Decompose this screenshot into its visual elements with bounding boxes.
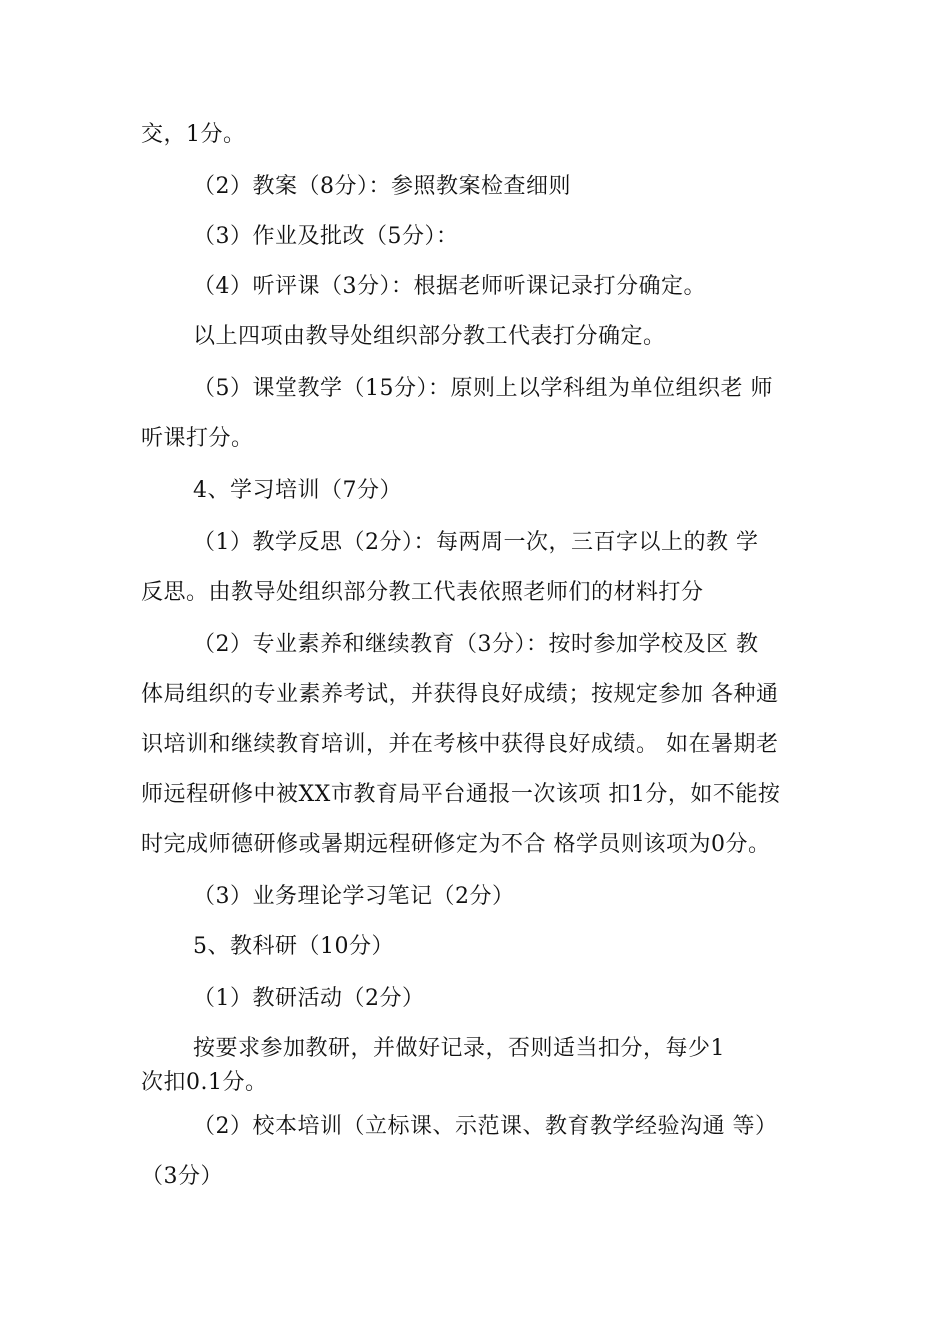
- text-line: （3）作业及批改（5分）：: [193, 224, 459, 249]
- section-heading: 4、学习培训（7分）: [193, 478, 402, 503]
- text-line: （1）教学反思（2分）：每两周一次，三百字以上的教 学: [193, 530, 759, 555]
- text-line: 按要求参加教研，并做好记录，否则适当扣分，每少1: [193, 1036, 725, 1061]
- text-line: （2）校本培训（立标课、示范课、教育教学经验沟通 等）: [193, 1114, 778, 1139]
- text-line: （5）课堂教学（15分）：原则上以学科组为单位组织老 师: [193, 376, 773, 401]
- text-line: （4）听评课（3分）：根据老师听课记录打分确定。: [193, 274, 706, 299]
- text-line: （3）业务理论学习笔记（2分）: [193, 884, 515, 909]
- text-line: 体局组织的专业素养考试，并获得良好成绩；按规定参加 各种通: [141, 682, 779, 707]
- text-line: 时完成师德研修或暑期远程研修定为不合 格学员则该项为0分。: [141, 832, 771, 857]
- text-line: （2）专业素养和继续教育（3分）：按时参加学校及区 教: [193, 632, 759, 657]
- text-line: 交，1分。: [141, 122, 246, 147]
- text-line: 以上四项由教导处组织部分教工代表打分确定。: [193, 324, 666, 349]
- text-line: 听课打分。: [141, 426, 254, 451]
- text-line: 识培训和继续教育培训，并在考核中获得良好成绩。 如在暑期老: [141, 732, 779, 757]
- text-line: （3分）: [141, 1164, 223, 1189]
- section-heading: 5、教科研（10分）: [193, 934, 394, 959]
- text-line: （1）教研活动（2分）: [193, 986, 425, 1011]
- text-line: 反思。由教导处组织部分教工代表依照老师们的材料打分: [141, 580, 704, 605]
- text-line: （2）教案（8分）：参照教案检查细则: [193, 174, 571, 199]
- text-line: 师远程研修中被XX市教育局平台通报一次该项 扣1分，如不能按: [141, 782, 781, 807]
- text-line: 次扣0.1分。: [141, 1070, 268, 1095]
